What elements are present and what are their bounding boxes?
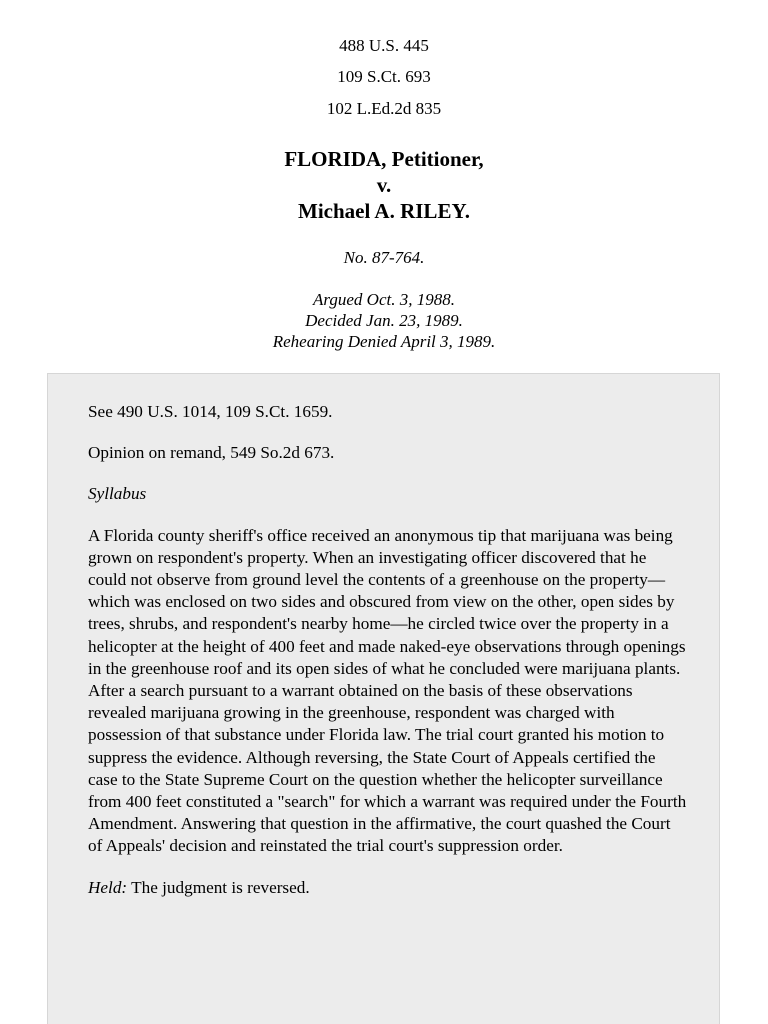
- see-also-citation: See 490 U.S. 1014, 109 S.Ct. 1659.: [88, 402, 333, 421]
- syllabus-paragraph: A Florida county sheriff's office received an anonymous tip that marijuana was being grown on respondent's property. When an investigating officer discovered that he could not observe from ground level the contents of a greenhouse on the property—which was enclosed on two sides and obscured from view on the other, open sides by trees, shrubs, and respondent's nearby home—he circled twice over the property in a helicopter at the height of 400 feet and made naked-eye observations through openings in the greenhouse roof and its open sides of what he concluded were marijuana plants. After a search pursuant to a warrant obtained on the basis of these observations revealed marijuana growing in the greenhouse, respondent was charged with possession of that substance under Florida law. The trial court granted his motion to suppress the evidence. Although reversing, the State Court of Appeals certified the case to the State Supreme Court on the question whether the helicopter surveillance from 400 feet constituted a "search" for which a warrant was required under the Fourth Amendment. Answering that question in the affirmative, the court quashed the Court of Appeals' decision and reinstated the trial court's suppression order.: [88, 525, 687, 856]
- versus-label: v.: [376, 173, 392, 197]
- argued-date: Argued Oct. 3, 1988.: [313, 290, 455, 309]
- syllabus-heading: Syllabus: [88, 484, 147, 504]
- held-text: The judgment is reversed.: [127, 877, 310, 897]
- docket-number: No. 87-764.: [343, 248, 425, 267]
- held-label: Held:: [88, 877, 128, 897]
- respondent-name: Michael A. RILEY.: [298, 199, 470, 223]
- decided-date: Decided Jan. 23, 1989.: [305, 311, 463, 330]
- lawyers-edition-citation: 102 L.Ed.2d 835: [326, 99, 442, 118]
- case-caption: [0, 146, 768, 224]
- petitioner-name: FLORIDA, Petitioner,: [284, 147, 484, 171]
- held-paragraph: [88, 877, 688, 899]
- rehearing-date: Rehearing Denied April 3, 1989.: [272, 332, 496, 351]
- us-reports-citation: 488 U.S. 445: [339, 36, 429, 55]
- supreme-court-reporter-citation: 109 S.Ct. 693: [337, 67, 431, 86]
- case-dates: [0, 289, 768, 352]
- syllabus-content: [88, 401, 688, 918]
- syllabus-box: [47, 373, 720, 1024]
- remand-note: Opinion on remand, 549 So.2d 673.: [88, 443, 335, 463]
